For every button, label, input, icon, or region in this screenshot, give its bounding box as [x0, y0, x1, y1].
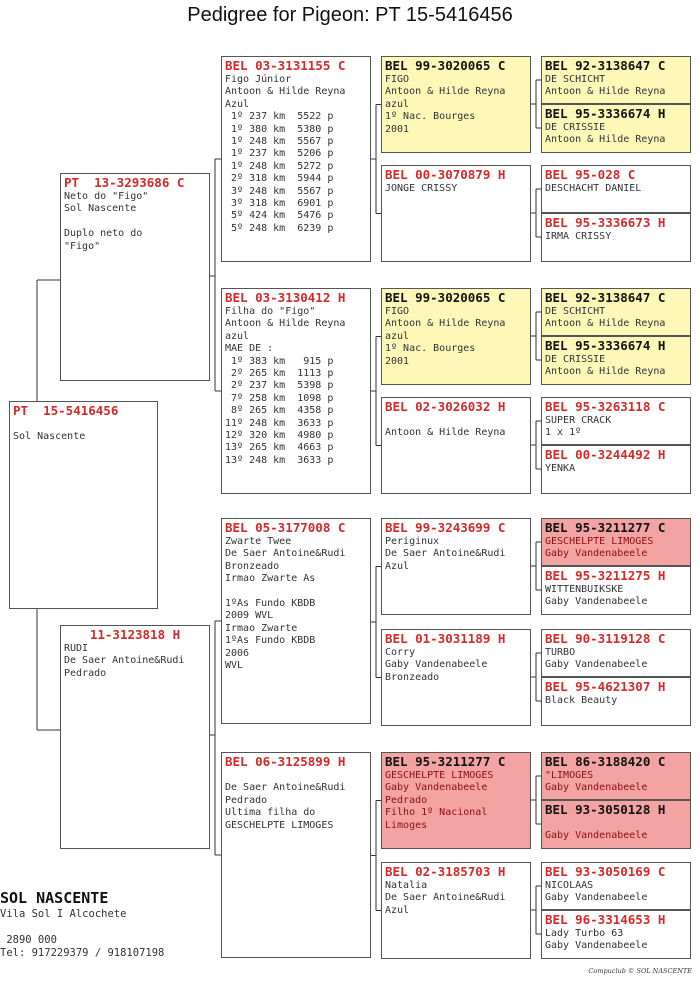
ring-number: BEL 06-3125899 H	[225, 754, 346, 769]
pigeon-info-line: 5º 248 km 6239 p	[225, 222, 334, 234]
pigeon-info-line: Antoon & Hilde Reyna	[225, 318, 346, 330]
ring-number: BEL 02-3026032 H	[385, 399, 506, 414]
pigeon-info-line	[385, 415, 527, 427]
ring-number: BEL 01-3031189 H	[385, 631, 506, 646]
pigeon-info-line: MAE DE :	[225, 343, 274, 355]
ring-number: 11-3123818 H	[89, 627, 181, 642]
ring-number: BEL 92-3138647 C	[545, 290, 666, 305]
pigeon-info-line: DESCHACHT DANIEL	[545, 183, 642, 194]
pigeon-info-line: GESCHELPTE LIMOGES	[385, 770, 494, 781]
pigeon-info-line: WVL	[225, 660, 244, 672]
pigeon-info-line: DE SCHICHT	[545, 306, 606, 317]
pigeon-info-line: FIGO	[385, 74, 410, 85]
pigeon-info-line: Azul	[385, 560, 410, 572]
ring-number: BEL 00-3244492 H	[545, 447, 666, 462]
pigeon-info-line: Azul	[385, 904, 410, 916]
ring-number: BEL 93-3050169 C	[545, 864, 666, 879]
pigeon-info-line: Gaby Vandenabeele	[545, 830, 648, 842]
great-great-grandparent-card[interactable]	[541, 445, 691, 494]
pigeon-info-line: De Saer Antoine&Rudi	[64, 655, 185, 667]
pigeon-info-line: NICOLAAS	[545, 880, 594, 891]
pigeon-info-line: Sol Nascente	[64, 203, 137, 215]
software-credit: Compuclub © SOL NASCENTE	[588, 967, 692, 975]
pigeon-info-line: azul	[385, 98, 410, 110]
pigeon-info-line: 3º 248 km 5567 p	[225, 185, 334, 197]
pigeon-info-line: Gaby Vandenabeele	[545, 782, 648, 794]
great-great-grandparent-card[interactable]	[541, 104, 691, 153]
ring-number: BEL 99-3020065 C	[385, 58, 506, 73]
great-great-grandparent-card[interactable]	[541, 397, 691, 445]
pigeon-info-line: Antoon & Hilde Reyna	[545, 366, 666, 378]
great-great-grandparent-card[interactable]	[541, 336, 691, 385]
ring-number: BEL 95-3211277 C	[385, 754, 506, 769]
great-grandparent-card[interactable]	[381, 397, 531, 494]
pigeon-info-line: 8º 265 km 4358 p	[225, 405, 334, 417]
ring-number: BEL 92-3138647 C	[545, 58, 666, 73]
great-grandparent-card[interactable]	[381, 629, 531, 726]
sire-card[interactable]	[60, 173, 210, 381]
pigeon-info-line: 1º 237 km 5206 p	[225, 148, 334, 160]
ring-number: BEL 95-3263118 C	[545, 399, 666, 414]
great-grandparent-card[interactable]	[381, 862, 531, 959]
pigeon-info-line: IRMA CRISSY	[545, 231, 612, 242]
ring-number: BEL 95-3336674 H	[545, 338, 666, 353]
breeder-postcode: 2890 000	[0, 934, 57, 946]
pigeon-info-line: Ultima filha do	[225, 807, 316, 819]
pigeon-info-line: Gaby Vandenabeele	[545, 548, 648, 560]
pigeon-info-line: 2º 265 km 1113 p	[225, 368, 334, 380]
pigeon-info-line: Figo Júnior	[225, 74, 292, 85]
great-great-grandparent-card[interactable]	[541, 752, 691, 800]
great-grandparent-card[interactable]	[381, 56, 531, 153]
pigeon-info-line: Bronzeado	[385, 671, 440, 683]
pigeon-info-line: Antoon & Hilde Reyna	[545, 318, 666, 330]
grandparent-card[interactable]	[221, 288, 371, 494]
pigeon-info-line: De Saer Antoine&Rudi	[385, 892, 506, 904]
pigeon-info-line: JONGE CRISSY	[385, 183, 458, 194]
breeder-address: Vila Sol I Alcochete	[0, 908, 127, 920]
pigeon-info-line: 5º 424 km 5476 p	[225, 210, 334, 222]
pigeon-info-line: 1º 237 km 5522 p	[225, 111, 334, 123]
great-great-grandparent-card[interactable]	[541, 800, 691, 849]
pigeon-info-line: Gaby Vandenabeele	[545, 940, 648, 952]
ring-number: BEL 02-3185703 H	[385, 864, 506, 879]
pigeon-info-line: 1º 248 km 5567 p	[225, 136, 334, 148]
pigeon-info-line: 1º 380 km 5380 p	[225, 123, 334, 135]
great-grandparent-card[interactable]	[381, 518, 531, 615]
pigeon-info-line: FIGO	[385, 306, 410, 317]
ring-number: BEL 93-3050128 H	[545, 802, 666, 817]
pigeon-info-line: Duplo neto do	[64, 228, 143, 240]
pigeon-info-line: 2009 WVL	[225, 610, 274, 622]
pigeon-info-line: De Saer Antoine&Rudi	[225, 548, 346, 560]
ring-number: BEL 95-3336673 H	[545, 215, 666, 230]
pigeon-info-line: Antoon & Hilde Reyna	[545, 134, 666, 146]
ring-number: BEL 90-3119128 C	[545, 631, 666, 646]
ring-number: BEL 99-3020065 C	[385, 290, 506, 305]
pigeon-info-line: Irmao Zwarte	[225, 622, 298, 634]
pigeon-info-line: De Saer Antoine&Rudi	[385, 548, 506, 560]
pigeon-info-line: azul	[225, 330, 250, 342]
pigeon-info-line: 2001	[385, 355, 410, 367]
pigeon-info-line: Filho 1º Nacional	[385, 807, 488, 819]
pigeon-info-line: Antoon & Hilde Reyna	[545, 86, 666, 98]
pigeon-info-line: DE SCHICHT	[545, 74, 606, 85]
pigeon-info-line: GESCHELPTE LIMOGES	[225, 819, 334, 831]
great-great-grandparent-card[interactable]	[541, 213, 691, 262]
pigeon-info-line: DE CRISSIE	[545, 354, 606, 365]
pigeon-info-line: Gaby Vandenabeele	[385, 659, 488, 671]
pigeon-info-line: Lady Turbo 63	[545, 928, 624, 939]
pigeon-info-line: Natalia	[385, 880, 428, 891]
pigeon-info-line: Neto do "Figo"	[64, 191, 149, 202]
ring-number: BEL 99-3243699 C	[385, 520, 506, 535]
pigeon-info-line: Antoon & Hilde Reyna	[385, 86, 506, 98]
pigeon-info-line: 1ºAs Fundo KBDB	[225, 598, 316, 610]
pigeon-info-line: Antoon & Hilde Reyna	[385, 318, 506, 330]
pigeon-info-line: 2001	[385, 123, 410, 135]
pigeon-info-line: 12º 320 km 4980 p	[225, 430, 334, 442]
great-great-grandparent-card[interactable]	[541, 288, 691, 336]
ring-number: BEL 03-3130412 H	[225, 290, 346, 305]
great-great-grandparent-card[interactable]	[541, 629, 691, 677]
pigeon-info-line	[225, 770, 367, 782]
pigeon-info-line: Irmao Zwarte As	[225, 573, 316, 585]
ring-number: BEL 00-3070879 H	[385, 167, 506, 182]
great-great-grandparent-card[interactable]	[541, 518, 691, 566]
pigeon-info-line: Black Beauty	[545, 695, 618, 706]
pigeon-info-line: Antoon & Hilde Reyna	[385, 427, 506, 439]
subject-pigeon-card[interactable]	[9, 401, 158, 609]
pigeon-info-line: WITTENBUIKSKE	[545, 584, 624, 595]
dam-card[interactable]	[60, 625, 210, 849]
pigeon-info-line: SUPER CRACK	[545, 415, 612, 426]
pigeon-info-line: Antoon & Hilde Reyna	[225, 86, 346, 98]
breeder-spacer	[0, 921, 164, 934]
pigeon-info-line: DE CRISSIE	[545, 122, 606, 133]
great-great-grandparent-card[interactable]	[541, 165, 691, 213]
ring-number: BEL 86-3188420 C	[545, 754, 666, 769]
breeder-name: SOL NASCENTE	[0, 889, 109, 907]
grandparent-card[interactable]	[221, 56, 371, 262]
pigeon-info-line	[545, 818, 687, 830]
pigeon-info-line: 3º 318 km 6901 p	[225, 198, 334, 210]
pigeon-info-line: "LIMOGES	[545, 770, 594, 781]
ring-number: BEL 95-3211275 H	[545, 568, 666, 583]
grandparent-card[interactable]	[221, 752, 371, 958]
great-grandparent-card[interactable]	[381, 752, 531, 849]
pigeon-info-line	[13, 419, 154, 431]
pigeon-info-line: 2º 237 km 5398 p	[225, 380, 334, 392]
ring-number: BEL 95-4621307 H	[545, 679, 666, 694]
pigeon-info-line: Pedrado	[64, 667, 107, 679]
pigeon-info-line: Azul	[225, 98, 250, 110]
pigeon-info-line: 1 x 1º	[545, 427, 582, 439]
great-great-grandparent-card[interactable]	[541, 56, 691, 104]
pigeon-info-line: 13º 265 km 4663 p	[225, 442, 334, 454]
pigeon-info-line: 1º 248 km 5272 p	[225, 160, 334, 172]
pigeon-info-line: Filha do "Figo"	[225, 306, 316, 317]
ring-number: BEL 95-3336674 H	[545, 106, 666, 121]
pigeon-info-line: 13º 248 km 3633 p	[225, 454, 334, 466]
great-grandparent-card[interactable]	[381, 288, 531, 385]
ring-number: BEL 95-028 C	[545, 167, 636, 182]
ring-number: BEL 96-3314653 H	[545, 912, 666, 927]
pigeon-info-line: Gaby Vandenabeele	[385, 782, 488, 794]
pigeon-info-line: Gaby Vandenabeele	[545, 596, 648, 608]
pigeon-info-line: 1º Nac. Bourges	[385, 343, 476, 355]
great-great-grandparent-card[interactable]	[541, 910, 691, 959]
pigeon-info-line: Limoges	[385, 819, 428, 831]
pigeon-info-line: 1º 383 km 915 p	[225, 355, 334, 367]
pigeon-info-line: Zwarte Twee	[225, 536, 292, 547]
grandparent-card[interactable]	[221, 518, 371, 724]
pigeon-info-line	[64, 216, 206, 228]
pigeon-info-line: Gaby Vandenabeele	[545, 659, 648, 671]
ring-number: BEL 03-3131155 C	[225, 58, 346, 73]
breeder-phone: Tel: 917229379 / 918107198	[0, 947, 165, 959]
breeder-info	[0, 888, 164, 960]
pigeon-info-line: "Figo"	[64, 240, 101, 252]
pigeon-info-line: Gaby Vandenabeele	[545, 892, 648, 904]
pigeon-info-line: TURBO	[545, 647, 576, 658]
pigeon-info-line: 11º 248 km 3633 p	[225, 417, 334, 429]
ring-number: PT 13-3293686 C	[64, 175, 185, 190]
page-title: Pedigree for Pigeon: PT 15-5416456	[187, 4, 513, 26]
great-great-grandparent-card[interactable]	[541, 677, 691, 726]
pigeon-info-line: GESCHELPTE LIMOGES	[545, 536, 654, 547]
great-great-grandparent-card[interactable]	[541, 566, 691, 615]
ring-number: BEL 95-3211277 C	[545, 520, 666, 535]
pigeon-info-line: 7º 258 km 1098 p	[225, 392, 334, 404]
pigeon-info-line: 1º Nac. Bourges	[385, 111, 476, 123]
ring-number: BEL 05-3177008 C	[225, 520, 346, 535]
pigeon-info-line: Sol Nascente	[13, 431, 86, 443]
pigeon-info-line: RUDI	[64, 643, 89, 654]
pigeon-info-line: Pedrado	[385, 794, 428, 806]
ring-number: PT 15-5416456	[13, 403, 119, 418]
pigeon-info-line	[225, 586, 367, 598]
pigeon-info-line: De Saer Antoine&Rudi	[225, 782, 346, 794]
pigeon-info-line: 2º 318 km 5944 p	[225, 173, 334, 185]
pigeon-info-line: 2006	[225, 647, 250, 659]
great-grandparent-card[interactable]	[381, 165, 531, 262]
pigeon-info-line: Bronzeado	[225, 560, 280, 572]
great-great-grandparent-card[interactable]	[541, 862, 691, 910]
pigeon-info-line: 1ºAs Fundo KBDB	[225, 635, 316, 647]
pigeon-info-line: Pedrado	[225, 794, 268, 806]
pigeon-info-line: azul	[385, 330, 410, 342]
pigeon-info-line: Corry	[385, 647, 416, 658]
pigeon-info-line: YENKA	[545, 463, 576, 474]
pigeon-info-line: Periginux	[385, 536, 440, 547]
